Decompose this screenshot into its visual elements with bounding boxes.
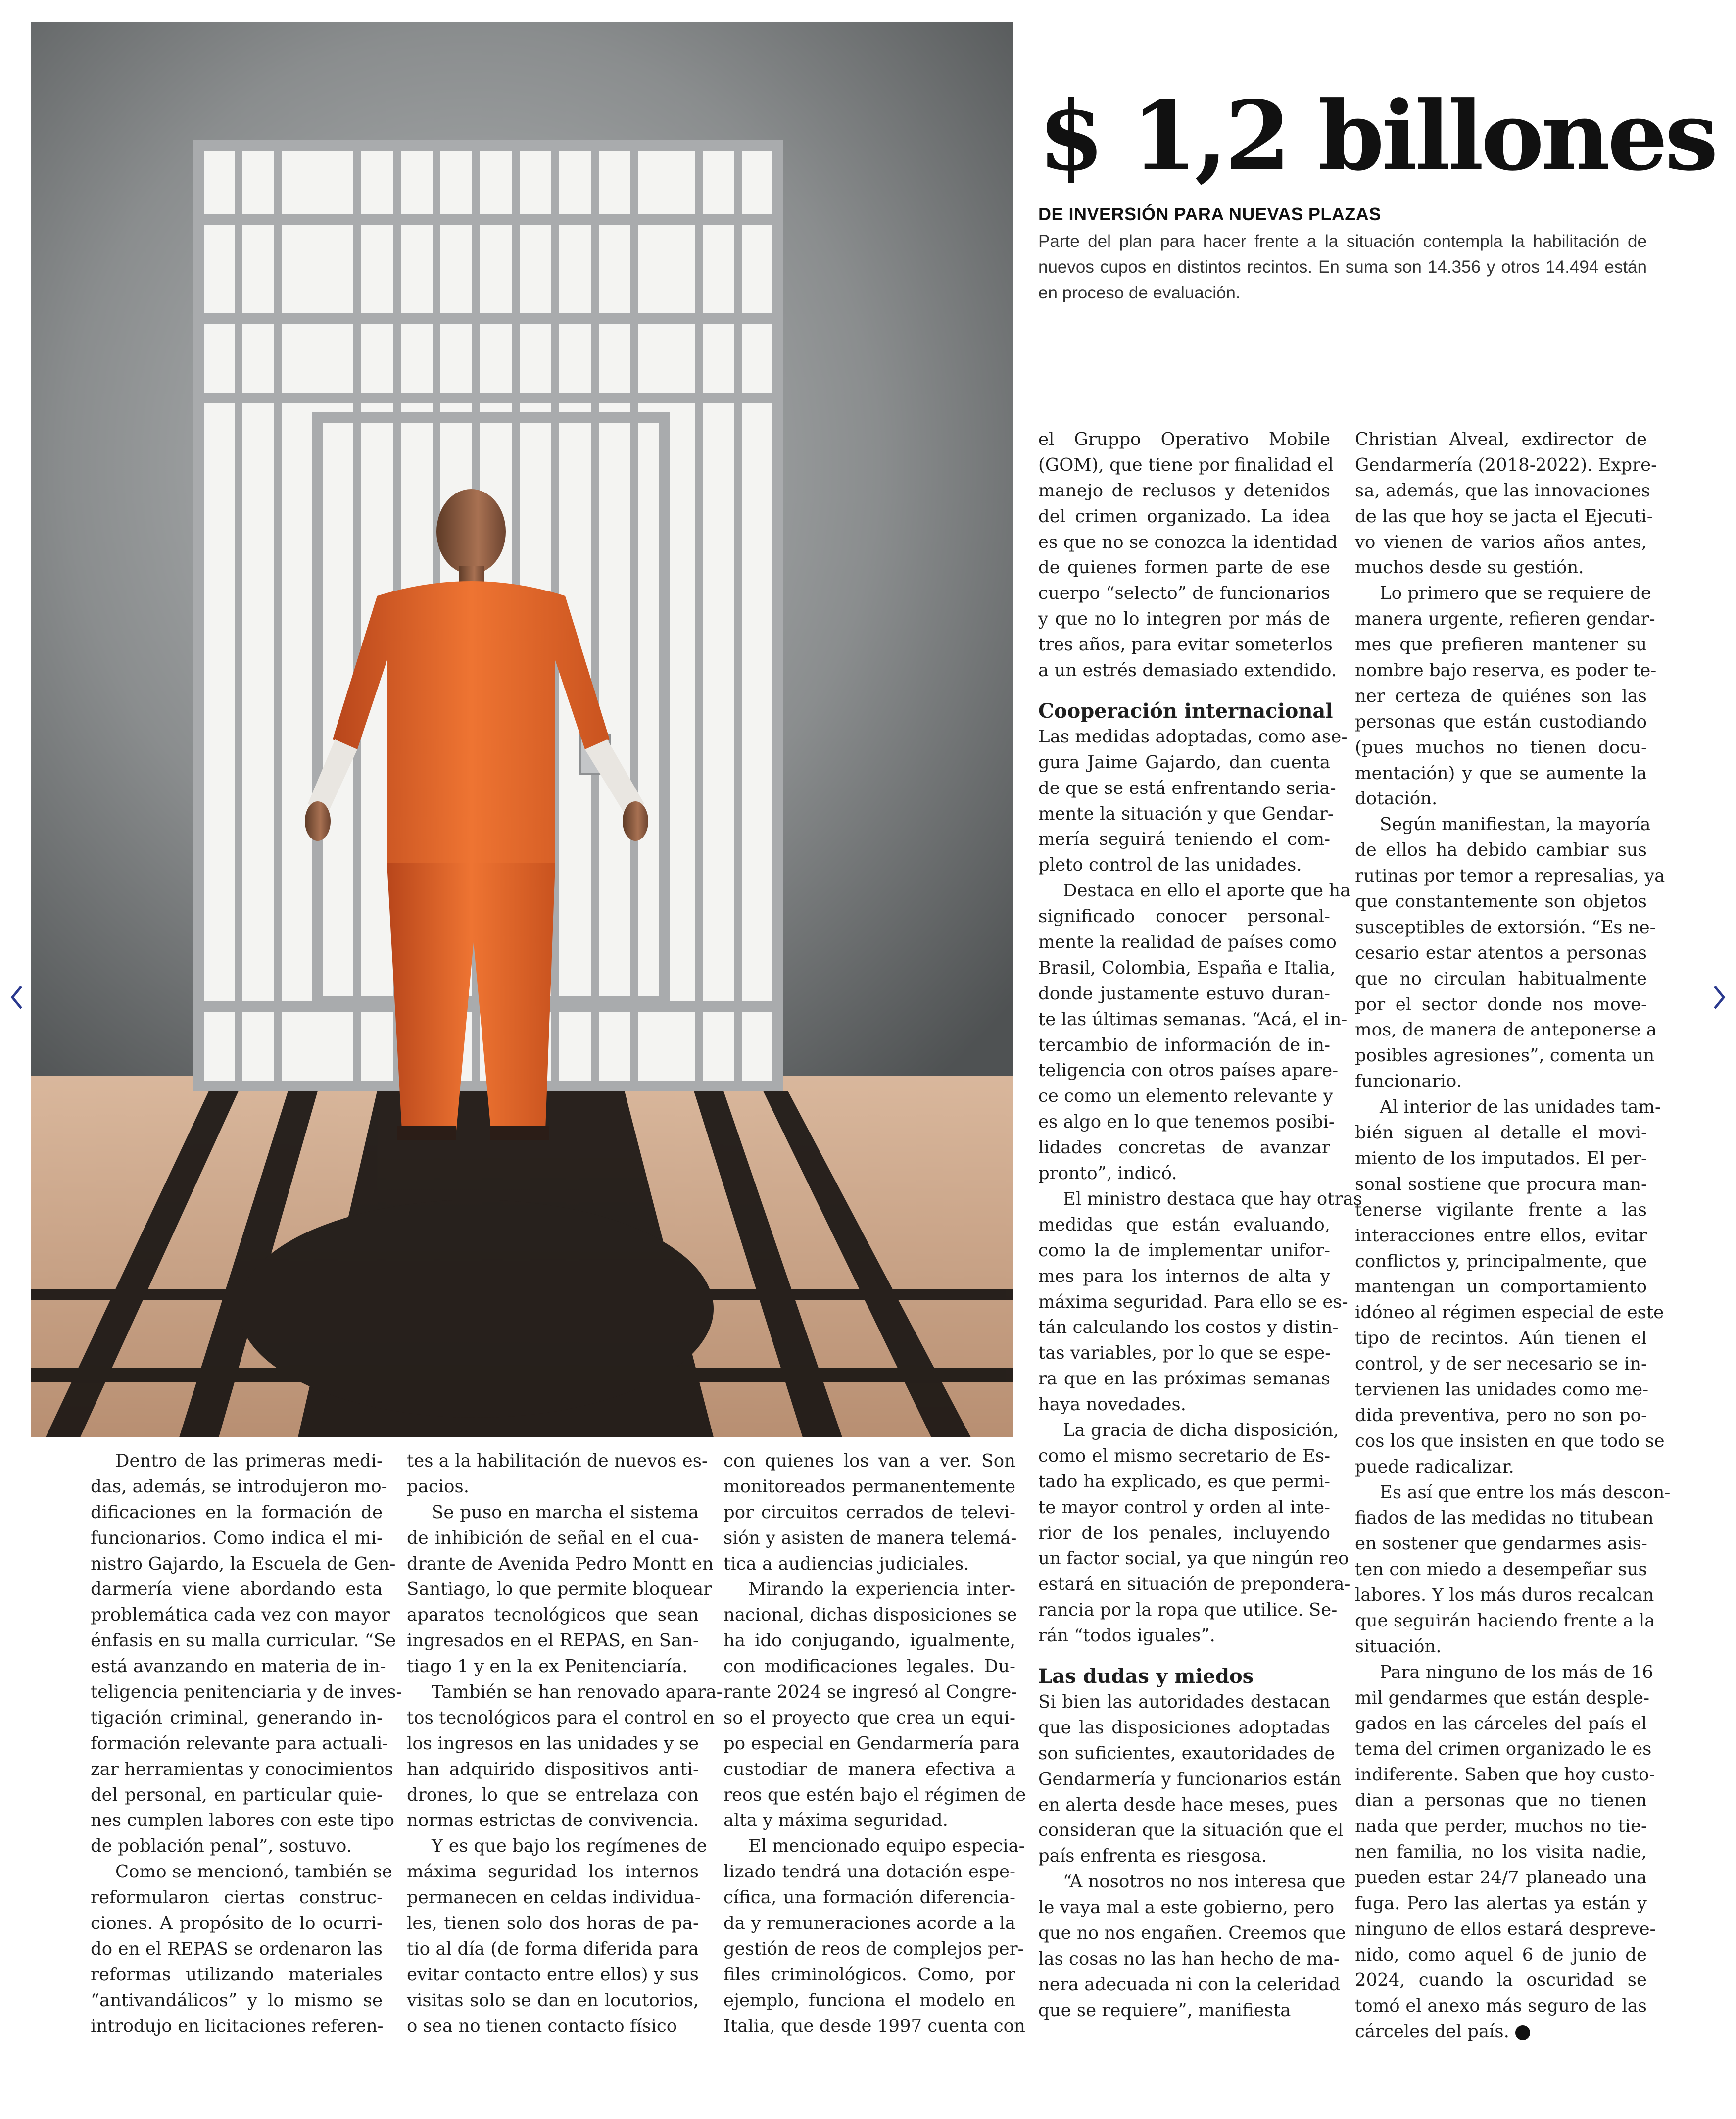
article-line: ingresados en el REPAS, en San- [407, 1630, 699, 1651]
article-line: tervienen las unidades como me- [1355, 1379, 1649, 1400]
article-line: Lo primero que se requiere de [1380, 583, 1651, 604]
article-line: tema del crimen organizado le es [1355, 1739, 1652, 1760]
article-line: donde justamente estuvo duran- [1038, 983, 1330, 1004]
article-line: Las medidas adoptadas, como ase- [1038, 726, 1348, 747]
article-line: nombre bajo reserva, es poder te- [1355, 660, 1657, 681]
article-line: mente la situación y que Gendar- [1038, 803, 1334, 824]
next-page-button[interactable] [1708, 975, 1730, 1020]
article-line: Italia, que desde 1997 cuenta con [723, 2016, 1025, 2036]
previous-page-button[interactable] [6, 975, 28, 1020]
article-line: mería seguirá teniendo el com- [1038, 829, 1330, 850]
article-line: pronto”, indicó. [1038, 1163, 1177, 1184]
article-line: Según manifiestan, la mayoría [1380, 814, 1651, 835]
kicker: DE INVERSIÓN PARA NUEVAS PLAZAS [1038, 204, 1381, 224]
article-line: Para ninguno de los más de 16 [1380, 1662, 1653, 1682]
article-line: o sea no tienen contacto físico [407, 2016, 677, 2036]
article-line: fiados de las medidas no titubean [1355, 1508, 1654, 1528]
article-line: Si bien las autoridades destacan [1038, 1691, 1330, 1712]
article-column-1 [91, 1448, 402, 2039]
article-line: tercambio de información de in- [1038, 1035, 1330, 1055]
article-line: rancia por la ropa que utilice. Se- [1038, 1600, 1338, 1621]
article-line: te mayor control y orden al inte- [1038, 1497, 1330, 1518]
article-line: bién siguen al detalle el movi- [1355, 1123, 1647, 1143]
article-line: Destaca en ello el aporte que ha [1063, 881, 1351, 901]
article-line: ce como un elemento relevante y [1038, 1086, 1333, 1107]
article-line: tenerse vigilante frente a las [1355, 1199, 1647, 1220]
headline: $ 1,2 billones [1038, 81, 1716, 192]
article-line: manejo de reclusos y detenidos [1038, 480, 1330, 501]
article-line: país enfrenta es riesgosa. [1038, 1846, 1267, 1867]
article-line: personas que están custodiando [1355, 711, 1647, 732]
article-line: reformularon ciertas construc- [91, 1887, 383, 1908]
article-line: La gracia de dicha disposición, [1063, 1420, 1339, 1440]
article-line: gura Jaime Gajardo, dan cuenta [1038, 752, 1330, 773]
article-line: visitas solo se dan en locutorios, [407, 1990, 699, 2011]
article-line: susceptibles de extorsión. “Es ne- [1355, 917, 1656, 937]
article-line: dian a personas que no tienen [1355, 1790, 1647, 1811]
article-line: que se requiere”, manifiesta [1038, 2000, 1291, 2020]
article-line: mentación) y que se aumente la [1355, 763, 1647, 784]
article-line: tiago 1 y en la ex Penitenciaría. [407, 1656, 688, 1677]
article-line: funcionarios. Como indica el mi- [91, 1528, 383, 1548]
article-line: evitar contacto entre ellos) y sus [407, 1964, 699, 1985]
article-line: (pues muchos no tienen docu- [1355, 737, 1647, 758]
article-line: darmería viene abordando esta [91, 1579, 383, 1600]
article-line: “antivandálicos” y lo mismo se [91, 1990, 383, 2011]
article-line: tes a la habilitación de nuevos es- [407, 1451, 708, 1471]
section-subheading: Las dudas y miedos [1038, 1664, 1254, 1688]
article-line: tica a audiencias judiciales. [723, 1553, 969, 1574]
article-line: máxima seguridad los internos [407, 1862, 699, 1882]
article-line: miento de los imputados. El per- [1355, 1148, 1647, 1169]
article-line: custodiar de manera efectiva a [723, 1759, 1015, 1779]
article-column-4 [1038, 427, 1362, 2023]
article-line: idóneo al régimen especial de este [1355, 1302, 1664, 1323]
article-line: ciones. A propósito de lo ocurri- [91, 1913, 383, 1934]
article-line: tas variables, por lo que se espe- [1038, 1343, 1331, 1364]
article-line: significado conocer personal- [1038, 906, 1330, 927]
article-line: que no circulan habitualmente [1355, 968, 1647, 989]
article-line: el Gruppo Operativo Mobile [1038, 429, 1330, 449]
article-line: gestión de reos de complejos per- [723, 1938, 1024, 1959]
article-line: nacional, dichas disposiciones se [723, 1605, 1017, 1626]
article-line: en alerta desde hace meses, pues [1038, 1794, 1338, 1815]
prisoner-at-cell-door-illustration [31, 22, 1013, 1437]
article-line: cífica, una formación diferencia- [723, 1887, 1015, 1908]
article-line: Gendarmería (2018-2022). Expre- [1355, 454, 1657, 475]
prison-illustration-art [31, 22, 1013, 1437]
article-line: El mencionado equipo especia- [748, 1836, 1025, 1857]
article-line: Dentro de las primeras medi- [115, 1451, 383, 1471]
article-line: situación. [1355, 1636, 1442, 1657]
article-column-5 [1355, 427, 1671, 2045]
article-line: por el sector donde nos move- [1355, 994, 1647, 1015]
article-line: medidas que están evaluando, [1038, 1214, 1330, 1235]
article-line: vo vienen de varios años antes, [1355, 532, 1647, 552]
article-line: da y remuneraciones acorde a la [723, 1913, 1015, 1934]
article-line: “A nosotros no nos interesa que [1063, 1872, 1346, 1892]
chevron-right-icon [1712, 984, 1727, 1011]
article-line: mos, de manera de anteponerse a [1355, 1020, 1657, 1040]
article-column-3 [723, 1448, 1026, 2039]
article-line: con modificaciones legales. Du- [723, 1656, 1015, 1677]
article-line: Brasil, Colombia, España e Italia, [1038, 957, 1336, 978]
article-line: tigación criminal, generando in- [91, 1707, 383, 1728]
article-line: a un estrés demasiado extendido. [1038, 660, 1337, 681]
article-line: lidades concretas de avanzar [1038, 1137, 1330, 1158]
article-line: tomó el anexo más seguro de las [1355, 1996, 1647, 2017]
article-line: dida preventiva, pero no son po- [1355, 1405, 1647, 1426]
article-line: drante de Avenida Pedro Montt en [407, 1553, 714, 1574]
article-line: nes cumplen labores con este tipo [91, 1810, 395, 1831]
article-line: en sostener que gendarmes asis- [1355, 1533, 1647, 1554]
article-line: files criminológicos. Como, por [723, 1964, 1015, 1985]
article-line: dificaciones en la formación de [91, 1502, 383, 1523]
article-line: de que se está enfrentando seria- [1038, 778, 1336, 798]
article-line: los ingresos en las unidades y se [407, 1733, 699, 1754]
article-line: y que no lo integren por más de [1038, 609, 1330, 630]
article-line: de población penal”, sostuvo. [91, 1836, 352, 1857]
article-line: sión y asisten de manera telemá- [723, 1528, 1017, 1548]
article-line: de ellos ha debido cambiar sus [1355, 840, 1647, 861]
article-line: dotación. [1355, 788, 1438, 809]
article-line: También se han renovado apara- [432, 1682, 723, 1703]
article-line: estará en situación de prepondera- [1038, 1574, 1350, 1595]
article-line: les, tienen solo dos horas de pa- [407, 1913, 699, 1934]
article-line: que no nos engañen. Creemos que [1038, 1922, 1346, 1943]
article-line: máxima seguridad. Para ello se es- [1038, 1291, 1348, 1312]
article-line: de quienes formen parte de ese [1038, 557, 1330, 578]
article-line: cos los que insisten en que todo se [1355, 1430, 1665, 1451]
article-line: mantengan un comportamiento [1355, 1277, 1647, 1297]
article-line: rán “todos iguales”. [1038, 1626, 1215, 1646]
article-line: por circuitos cerrados de televi- [723, 1502, 1015, 1523]
article-line: mes que prefieren mantener su [1355, 635, 1647, 655]
deck: Parte del plan para hacer frente a la situación contempla la habilitación de nuevos cupos en distintos recintos. En suma son 14.356 y otros 14.494 están en proceso de evaluación. [1038, 232, 1647, 302]
article-line: le vaya mal a este gobierno, pero [1038, 1897, 1335, 1918]
article-line: sa, además, que las innovaciones [1355, 480, 1650, 501]
article-line: un factor social, ya que ningún reo [1038, 1548, 1349, 1569]
article-line: (GOM), que tiene por finalidad el [1038, 454, 1334, 475]
article-line: puede radicalizar. [1355, 1456, 1514, 1477]
article-line: te las últimas semanas. “Acá, el in- [1038, 1009, 1348, 1030]
article-line: es algo en lo que tenemos posibi- [1038, 1112, 1335, 1133]
article-line: reos que estén bajo el régimen de [723, 1784, 1026, 1805]
article-line: ten con miedo a desempeñar sus [1355, 1559, 1647, 1580]
article-line: interacciones entre ellos, evitar [1355, 1225, 1647, 1246]
article-line: Mirando la experiencia inter- [748, 1579, 1015, 1600]
article-line: permanecen en celdas individua- [407, 1887, 701, 1908]
article-line: monitoreados permanentemente [723, 1476, 1015, 1497]
article-line: rutinas por temor a represalias, ya [1355, 866, 1665, 887]
article-line: nistro Gajardo, la Escuela de Gen- [91, 1553, 396, 1574]
article-line: nada que perder, muchos no tie- [1355, 1816, 1647, 1837]
article-line: cuerpo “selecto” de funcionarios [1038, 583, 1330, 604]
article-line: Christian Alveal, exdirector de [1355, 429, 1647, 449]
article-line: introdujo en licitaciones referen- [91, 2016, 384, 2036]
article-line: tio al día (de forma diferida para [407, 1938, 699, 1959]
article-line: mes para los internos de alta y [1038, 1266, 1330, 1286]
article-line: ninguno de ellos estará despreve- [1355, 1919, 1656, 1939]
article-line: rior de los penales, incluyendo [1038, 1523, 1330, 1543]
article-line: es que no se conozca la identidad [1038, 532, 1338, 552]
article-line: formación relevante para actuali- [91, 1733, 388, 1754]
article-line: tres años, para evitar someterlos [1038, 635, 1333, 655]
article-line: ra que en las próximas semanas [1038, 1369, 1330, 1389]
article-line: son suficientes, exautoridades de [1038, 1743, 1335, 1764]
article-line: Gendarmería y funcionarios están [1038, 1769, 1342, 1789]
article-line: ejemplo, funciona el modelo en [723, 1990, 1015, 2011]
article-line: normas estrictas de convivencia. [407, 1810, 699, 1831]
article-line: Se puso en marcha el sistema [432, 1502, 699, 1523]
article-line: teligencia con otros países apare- [1038, 1060, 1339, 1081]
article-line: de inhibición de señal en el cua- [407, 1528, 699, 1548]
article-line: cesario estar atentos a personas [1355, 942, 1647, 963]
article-line: so el proyecto que crea un equi- [723, 1707, 1015, 1728]
article-line: rante 2024 se ingresó al Congre- [723, 1682, 1017, 1703]
article-line: lizado tendrá una dotación espe- [723, 1862, 1015, 1882]
article-line: ha ido conjugando, igualmente, [723, 1630, 1015, 1651]
article-line: drones, lo que se entrelaza con [407, 1784, 699, 1805]
article-line: Santiago, lo que permite bloquear [407, 1579, 712, 1600]
article-line: que las disposiciones adoptadas [1038, 1717, 1330, 1738]
article-line: fuga. Pero las alertas ya están y [1355, 1893, 1647, 1914]
article-line: teligencia penitenciaria y de inves- [91, 1682, 402, 1703]
article-line: reformas utilizando materiales [91, 1964, 383, 1985]
article-line: gados en las cárceles del país el [1355, 1713, 1647, 1734]
article-line: Es así que entre los más descon- [1380, 1482, 1671, 1503]
article-line: mil gendarmes que están desple- [1355, 1687, 1650, 1708]
article-line: tipo de recintos. Aún tienen el [1355, 1328, 1647, 1349]
article-line: po especial en Gendarmería para [723, 1733, 1020, 1754]
article-line: como el mismo secretario de Es- [1038, 1445, 1330, 1466]
article-line: nen familia, no los visita nadie, [1355, 1841, 1647, 1862]
article-line: las cosas no las han hecho de ma- [1038, 1948, 1340, 1969]
article-line: que seguirán haciendo frente a la [1355, 1610, 1655, 1631]
article-line: ner certeza de quiénes son las [1355, 686, 1647, 706]
article-line: posibles agresiones”, comenta un [1355, 1045, 1655, 1066]
article-line: cárceles del país. [1355, 2019, 1647, 2045]
article-line: como la de implementar unifor- [1038, 1240, 1330, 1261]
article-line: han adquirido dispositivos anti- [407, 1759, 699, 1779]
article-line: indiferente. Saben que hoy custo- [1355, 1765, 1655, 1785]
article-line: mente la realidad de países como [1038, 932, 1337, 953]
article-line: zar herramientas y conocimientos [91, 1759, 393, 1779]
article-line: tado ha explicado, es que permi- [1038, 1471, 1330, 1492]
article-line: pueden estar 24/7 planeado una [1355, 1867, 1647, 1888]
article-line: problemática cada vez con mayor [91, 1605, 390, 1626]
article-line: alta y máxima seguridad. [723, 1810, 948, 1831]
article-line: Al interior de las unidades tam- [1380, 1097, 1661, 1118]
article-column-2 [407, 1448, 723, 2039]
article-line: de las que hoy se jacta el Ejecuti- [1355, 506, 1653, 527]
article-line: labores. Y los más duros recalcan [1355, 1585, 1654, 1606]
article-line: aparatos tecnológicos que sean [407, 1605, 699, 1626]
article-line: Como se mencionó, también se [115, 1862, 392, 1882]
article-line: tán calculando los costos y distin- [1038, 1317, 1339, 1338]
article-line: manera urgente, refieren gendar- [1355, 609, 1655, 630]
article-line: funcionario. [1355, 1071, 1462, 1092]
article-line: tos tecnológicos para el control en [407, 1707, 715, 1728]
article-line: énfasis en su malla curricular. “Se [91, 1630, 396, 1651]
article-line: está avanzando en materia de in- [91, 1656, 386, 1677]
article-line: sonal sostiene que procura man- [1355, 1174, 1647, 1194]
article-line: con quienes los van a ver. Son [723, 1451, 1015, 1471]
article-line: del crimen organizado. La idea [1038, 506, 1330, 527]
article-line: consideran que la situación que el [1038, 1820, 1344, 1841]
article-line: El ministro destaca que hay otras [1063, 1188, 1362, 1209]
article-line: Y es que bajo los regímenes de [432, 1836, 707, 1857]
chevron-left-icon [9, 984, 24, 1011]
article-line: control, y de ser necesario se in- [1355, 1354, 1647, 1375]
section-subheading: Cooperación internacional [1038, 699, 1333, 723]
article-line: do en el REPAS se ordenaron las [91, 1938, 383, 1959]
article-line: 2024, cuando la oscuridad se [1355, 1970, 1647, 1991]
article-line: nido, como aquel 6 de junio de [1355, 1944, 1647, 1965]
article-line: muchos desde su gestión. [1355, 557, 1584, 578]
article-line: haya novedades. [1038, 1394, 1186, 1415]
article-line: pleto control de las unidades. [1038, 855, 1302, 876]
article-line: del personal, en particular quie- [91, 1784, 383, 1805]
article-line: conflictos y, principalmente, que [1355, 1251, 1647, 1272]
article-line: das, además, se introdujeron mo- [91, 1476, 387, 1497]
article-line: que constantemente son objetos [1355, 891, 1647, 912]
article-line: pacios. [407, 1476, 470, 1497]
end-of-article-mark-icon [1515, 2025, 1530, 2040]
article-line: nera adecuada ni con la celeridad [1038, 1974, 1341, 1995]
